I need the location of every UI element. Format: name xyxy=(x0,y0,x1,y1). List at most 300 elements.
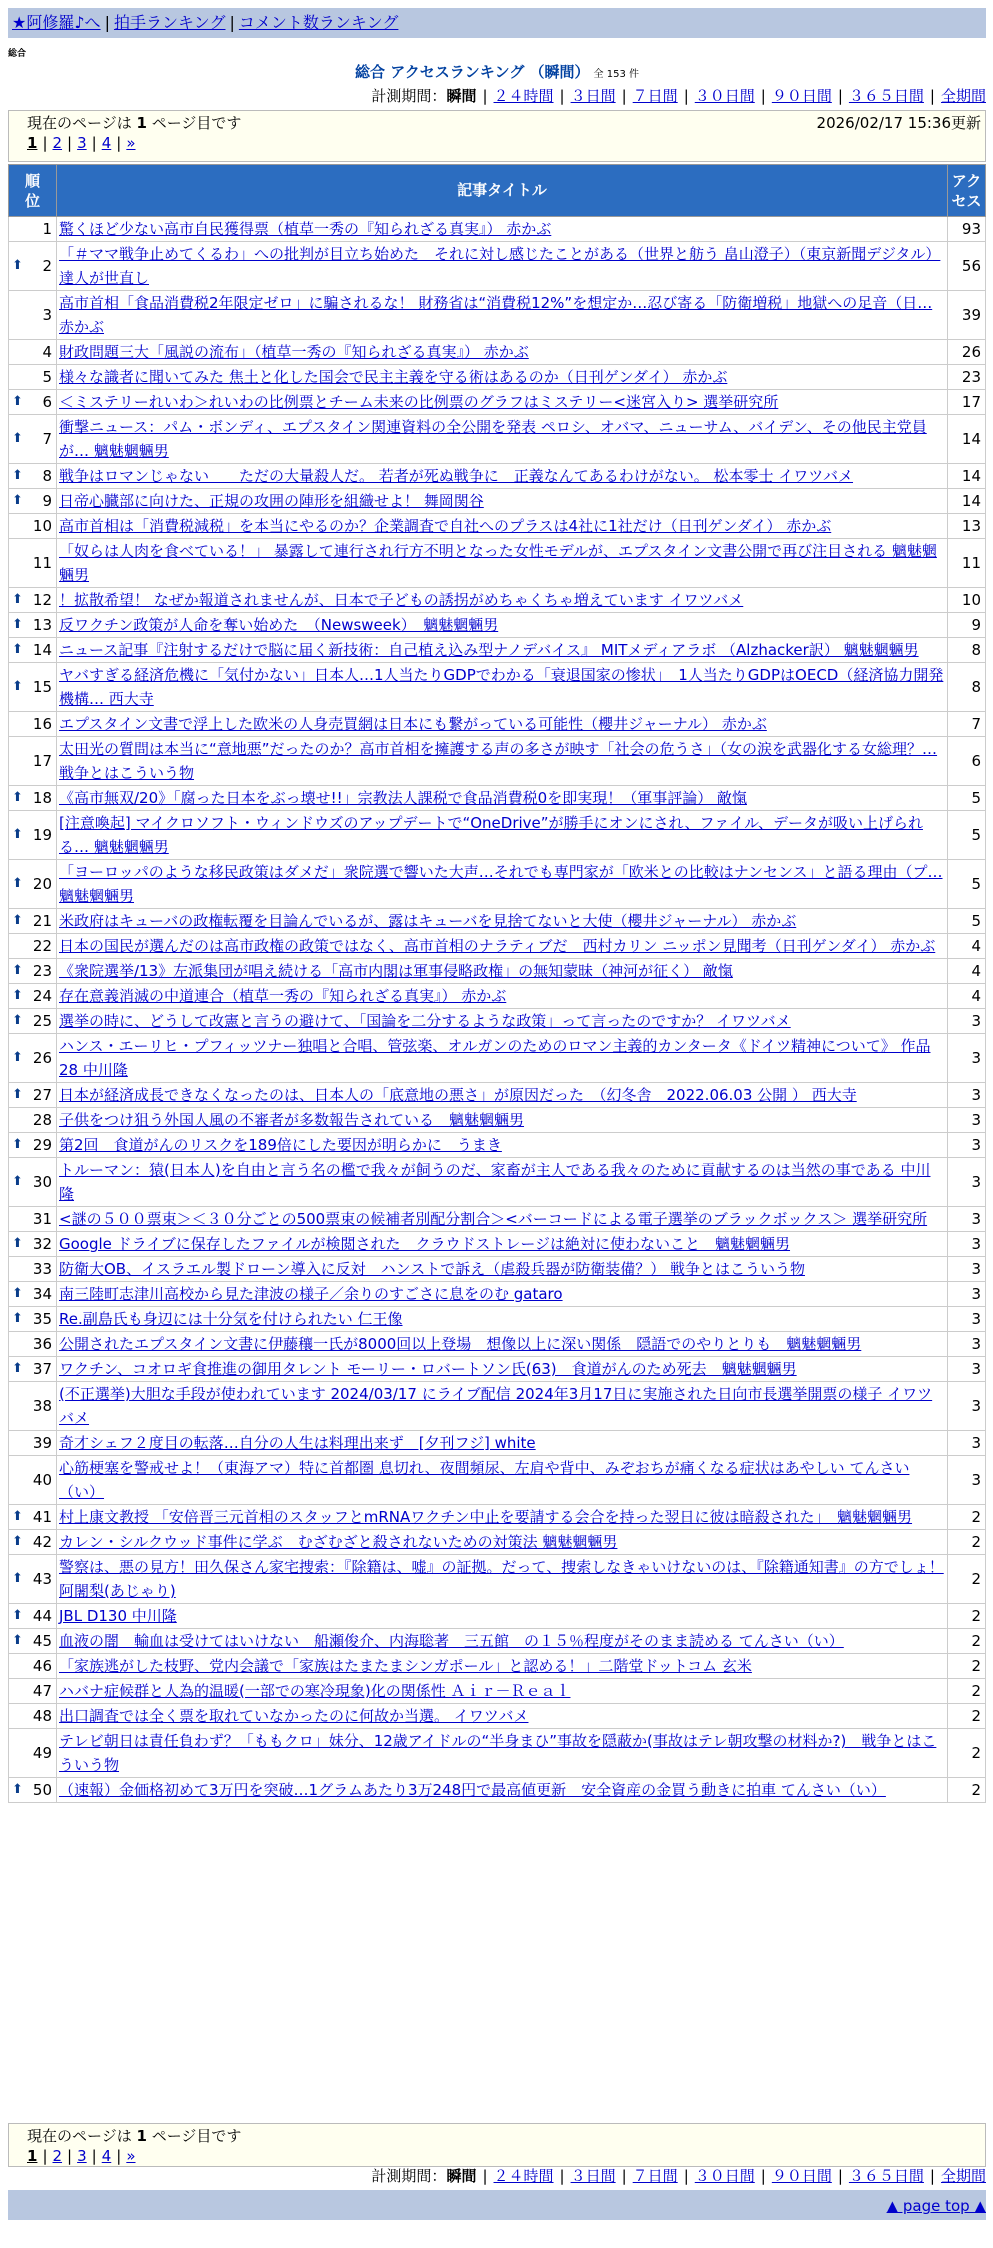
up-arrow-icon: ⬆ xyxy=(12,1236,23,1251)
article-title-link[interactable]: 高市首相「食品消費税2年限定ゼロ」に騙されるな！ 財務省は“消費税12%”を想定か…忍び寄る「防衛増税」地獄への足音（日… 赤かぶ xyxy=(59,294,933,336)
article-title-link[interactable]: [注意喚起] マイクロソフト・ウィンドウズのアップデートで“OneDrive”が勝手にオンにされ、ファイル、データが吸い上げられる… 魑魅魍魎男 xyxy=(59,814,923,856)
rank-cell xyxy=(9,1034,57,1083)
rank-number: 19 xyxy=(32,826,52,844)
period-link[interactable]: ３日間 xyxy=(570,87,616,105)
table-row xyxy=(9,1083,986,1108)
rank-number: 25 xyxy=(32,1012,52,1030)
title-cell xyxy=(57,1530,948,1555)
table-row xyxy=(9,340,986,365)
article-title-link[interactable]: 第2回 食道がんのリスクを189倍にした要因が明らかに うまき xyxy=(59,1136,502,1154)
pager-page-link[interactable]: 4 xyxy=(101,2147,112,2165)
table-row xyxy=(9,638,986,663)
table-row xyxy=(9,909,986,934)
table-row xyxy=(9,291,986,340)
table-row xyxy=(9,1232,986,1257)
table-row xyxy=(9,539,986,588)
pager-next-link[interactable]: » xyxy=(126,2147,136,2165)
title-cell xyxy=(57,1083,948,1108)
title-cell xyxy=(57,390,948,415)
article-title-link[interactable]: 日本の国民が選んだのは高市政権の政策ではなく、高市首相のナラティブだ 西村カリン ニッポン見聞考（日刊ゲンダイ） 赤かぶ xyxy=(59,937,936,955)
table-row xyxy=(9,1704,986,1729)
access-count: 2 xyxy=(948,1778,986,1803)
period-link[interactable]: ７日間 xyxy=(632,87,678,105)
article-title-link[interactable]: 南三陸町志津川高校から見た津波の様子／余りのすごさに息をのむ gataro xyxy=(59,1285,563,1303)
title-cell xyxy=(57,811,948,860)
rank-number: 47 xyxy=(32,1682,52,1700)
rank-number: 20 xyxy=(32,875,52,893)
rank-cell xyxy=(9,663,57,712)
access-count: 3 xyxy=(948,1332,986,1357)
article-title-link[interactable]: 《高市無双/20》「腐った日本をぶっ壊せ!!」宗教法人課税で食品消費税0を即実現！（軍事評論） 敵愾 xyxy=(59,789,747,807)
rank-number: 11 xyxy=(32,554,52,572)
rank-cell xyxy=(9,1555,57,1604)
page-top-link[interactable]: ▲ page top ▲ xyxy=(886,2197,986,2215)
table-row xyxy=(9,217,986,242)
rank-cell xyxy=(9,1629,57,1654)
title-cell xyxy=(57,663,948,712)
table-row xyxy=(9,984,986,1009)
access-count: 14 xyxy=(948,464,986,489)
access-count: 3 xyxy=(948,1083,986,1108)
access-count: 3 xyxy=(948,1009,986,1034)
rank-cell xyxy=(9,539,57,588)
period-label: 計測期間： xyxy=(371,2167,447,2185)
title-cell xyxy=(57,1332,948,1357)
title-cell xyxy=(57,1456,948,1505)
article-title-link[interactable]: Google ドライブに保存したファイルが検閲された クラウドストレージは絶対に使わないこと 魑魅魍魎男 xyxy=(59,1235,791,1253)
access-count: 3 xyxy=(948,1431,986,1456)
period-link[interactable]: ３０日間 xyxy=(694,2167,755,2185)
title-cell xyxy=(57,1729,948,1778)
table-row xyxy=(9,1257,986,1282)
title-cell xyxy=(57,242,948,291)
article-title-link[interactable]: 太田光の質問は本当に“意地悪”だったのか？高市首相を擁護する声の多さが映す「社会の危うさ」（女の涙を武器化する女総理？… 戦争とはこういう物 xyxy=(59,740,938,782)
rank-number: 45 xyxy=(32,1632,52,1650)
article-title-link[interactable]: 驚くほど少ない高市自民獲得票（植草一秀の『知られざる真実』） 赤かぶ xyxy=(59,220,552,238)
article-title-link[interactable]: ワクチン、コオロギ食推進の御用タレント モーリー・ロバートソン氏(63) 食道がんのため死去 魑魅魍魎男 xyxy=(59,1360,797,1378)
article-title-link[interactable]: カレン・シルクウッド事件に学ぶ むざむざと殺されないための対策法 魑魅魍魎男 xyxy=(59,1533,618,1551)
rank-number: 22 xyxy=(32,937,52,955)
rank-cell xyxy=(9,1257,57,1282)
access-count: 13 xyxy=(948,514,986,539)
article-title-link[interactable]: 選挙の時に、どうして改憲と言うの避けて、「国論を二分するような政策」って言ったのですか？ イワツバメ xyxy=(59,1012,791,1030)
up-arrow-icon: ⬆ xyxy=(12,790,23,805)
access-count: 3 xyxy=(948,1108,986,1133)
period-link[interactable]: ２４時間 xyxy=(493,2167,554,2185)
up-arrow-icon: ⬆ xyxy=(12,876,23,891)
rank-cell xyxy=(9,786,57,811)
article-title-link[interactable]: エプスタイン文書で浮上した欧米の人身売買網は日本にも繋がっている可能性（櫻井ジャーナル） 赤かぶ xyxy=(59,715,767,733)
access-count: 3 xyxy=(948,1257,986,1282)
table-row xyxy=(9,811,986,860)
rank-cell xyxy=(9,1207,57,1232)
title-cell xyxy=(57,464,948,489)
rank-cell xyxy=(9,390,57,415)
title-cell xyxy=(57,613,948,638)
up-arrow-icon: ⬆ xyxy=(12,1013,23,1028)
access-count: 2 xyxy=(948,1729,986,1778)
article-title-link[interactable]: 高市首相は「消費税減税」を本当にやるのか？企業調査で自社へのプラスは4社に1社だけ（日刊ゲンダイ） 赤かぶ xyxy=(59,517,832,535)
period-link[interactable]: ３０日間 xyxy=(694,87,755,105)
up-arrow-icon: ⬆ xyxy=(12,617,23,632)
rank-cell xyxy=(9,737,57,786)
period-link[interactable]: ３６５日間 xyxy=(848,2167,924,2185)
rank-number: 9 xyxy=(42,492,52,510)
category-small-label: 総合 xyxy=(8,49,27,59)
title-cell xyxy=(57,514,948,539)
article-title-link[interactable]: 日本が経済成長できなくなったのは、日本人の「底意地の悪さ」が原因だった （幻冬舎 2022.06.03 公開 ） 西大寺 xyxy=(59,1086,857,1104)
rank-cell xyxy=(9,1009,57,1034)
up-arrow-icon: ⬆ xyxy=(12,1534,23,1549)
up-arrow-icon: ⬆ xyxy=(12,679,23,694)
pager-top: 1 | 2 | 3 | 4 | » xyxy=(27,134,136,152)
article-title-link[interactable]: 警察は、悪の見方！田久保さん家宅捜索：『除籍は、嘘』の証拠。だって、捜索しなきゃいけないのは、『除籍通知書』の方でしょ！ 阿闍梨(あじゃり) xyxy=(59,1558,944,1600)
rank-cell xyxy=(9,712,57,737)
table-row xyxy=(9,1009,986,1034)
access-count: 2 xyxy=(948,1505,986,1530)
pager-page-link[interactable]: 4 xyxy=(101,134,112,152)
up-arrow-icon: ⬆ xyxy=(12,1361,23,1376)
pager-page-link[interactable]: 3 xyxy=(77,134,87,152)
access-count: 23 xyxy=(948,365,986,390)
rank-number: 5 xyxy=(42,368,52,386)
rank-number: 7 xyxy=(42,430,52,448)
rank-number: 42 xyxy=(32,1533,52,1551)
access-count: 2 xyxy=(948,1704,986,1729)
period-link[interactable]: ９０日間 xyxy=(771,87,832,105)
title-cell xyxy=(57,291,948,340)
rank-cell xyxy=(9,1382,57,1431)
rank-number: 30 xyxy=(32,1173,52,1191)
rank-number: 34 xyxy=(32,1285,52,1303)
table-row xyxy=(9,242,986,291)
period-link[interactable]: 全期間 xyxy=(940,2167,986,2185)
article-title-link[interactable]: ハンス・エーリヒ・プフィッツナー独唱と合唱、管弦楽、オルガンのためのロマン主義的カンタータ《ドイツ精神について》 作品28 中川隆 xyxy=(59,1037,931,1079)
rank-number: 14 xyxy=(32,641,52,659)
period-current: 瞬間 xyxy=(446,2167,477,2185)
rank-cell xyxy=(9,415,57,464)
pager-current: 1 xyxy=(27,134,38,152)
up-arrow-icon: ⬆ xyxy=(12,493,23,508)
article-title-link[interactable]: 防衛大OB、イスラエル製ドローン導入に反対 ハンストで訴え（虐殺兵器が防衛装備？） 戦争とはこういう物 xyxy=(59,1260,805,1278)
rank-number: 28 xyxy=(32,1111,52,1129)
table-row xyxy=(9,1357,986,1382)
up-arrow-icon: ⬆ xyxy=(12,468,23,483)
rank-cell xyxy=(9,1357,57,1382)
access-count: 2 xyxy=(948,1679,986,1704)
col-title-header: 記事タイトル xyxy=(57,165,948,217)
rank-cell xyxy=(9,1431,57,1456)
rank-cell xyxy=(9,1456,57,1505)
article-title-link[interactable]: 「ヨーロッパのような移民政策はダメだ」衆院選で響いた大声…それでも専門家が「欧米との比較はナンセンス」と語る理由（プ… 魑魅魍魎男 xyxy=(59,863,943,905)
article-title-link[interactable]: 出口調査では全く票を取れていなかったのに何故か当選。 イワツバメ xyxy=(59,1707,529,1725)
up-arrow-icon: ⬆ xyxy=(12,642,23,657)
table-row xyxy=(9,1307,986,1332)
table-row xyxy=(9,1530,986,1555)
rank-number: 36 xyxy=(32,1335,52,1353)
article-title-link[interactable]: JBL D130 中川隆 xyxy=(59,1607,177,1625)
rank-number: 23 xyxy=(32,962,52,980)
access-count: 3 xyxy=(948,1456,986,1505)
access-count: 3 xyxy=(948,1207,986,1232)
article-title-link[interactable]: 心筋梗塞を警戒せよ！（東海アマ）特に首都圏 息切れ、夜間頻尿、左肩や背中、みぞおちが痛くなる症状はあやしい てんさい（い） xyxy=(59,1459,910,1501)
article-title-link[interactable]: 様々な識者に聞いてみた 焦土と化した国会で民主主義を守る術はあるのか（日刊ゲンダイ） 赤かぶ xyxy=(59,368,728,386)
article-title-link[interactable]: <謎の５００票束＞＜３０分ごとの500票束の候補者別配分割合＞<バーコードによる電子選挙のブラックボックス＞ 選挙研究所 xyxy=(59,1210,928,1228)
access-count: 14 xyxy=(948,489,986,514)
table-row xyxy=(9,464,986,489)
period-link[interactable]: ３日間 xyxy=(570,2167,616,2185)
table-row xyxy=(9,1158,986,1207)
pager-bottom: 1 | 2 | 3 | 4 | » xyxy=(27,2147,136,2165)
rank-number: 39 xyxy=(32,1434,52,1452)
article-title-link[interactable]: ヤバすぎる経済危機に「気付かない」日本人…1人当たりGDPでわかる「衰退国家の惨状」 1人当たりGDPはOECD（経済協力開発機構… 西大寺 xyxy=(59,666,944,708)
rank-cell xyxy=(9,340,57,365)
table-row xyxy=(9,1778,986,1803)
up-arrow-icon: ⬆ xyxy=(12,1509,23,1524)
title-cell xyxy=(57,1108,948,1133)
up-arrow-icon: ⬆ xyxy=(12,1286,23,1301)
rank-number: 3 xyxy=(42,306,52,324)
article-title-link[interactable]: 子供をつけ狙う外国人風の不審者が多数報告されている 魑魅魍魎男 xyxy=(59,1111,525,1129)
article-title-link[interactable]: 「奴らは人肉を食べている！」 暴露して連行され行方不明となった女性モデルが、エプスタイン文書公開で再び注目される 魑魅魍魎男 xyxy=(59,542,937,584)
article-title-link[interactable]: 「家族逃がした枝野、党内会議で「家族はたまたまシンガポール」と認める！」二階堂ドットコム 玄米 xyxy=(59,1657,752,1675)
table-row xyxy=(9,1629,986,1654)
article-title-link[interactable]: 米政府はキューバの政権転覆を目論んでいるが、露はキューバを見捨てないと大使（櫻井ジャーナル） 赤かぶ xyxy=(59,912,797,930)
pager-page-link[interactable]: 3 xyxy=(77,2147,87,2165)
rank-cell xyxy=(9,811,57,860)
title-cell xyxy=(57,1555,948,1604)
table-row xyxy=(9,415,986,464)
article-title-link[interactable]: Re.副島氏も身辺には十分気を付けられたい 仁王像 xyxy=(59,1310,403,1328)
up-arrow-icon: ⬆ xyxy=(12,1571,23,1586)
article-title-link[interactable]: 《衆院選挙/13》左派集団が唱え続ける「高市内閣は軍事侵略政権」の無知蒙昧（神河が征く） 敵愾 xyxy=(59,962,733,980)
rank-number: 37 xyxy=(32,1360,52,1378)
up-arrow-icon: ⬆ xyxy=(12,394,23,409)
access-count: 4 xyxy=(948,934,986,959)
rank-number: 40 xyxy=(32,1471,52,1489)
rank-number: 13 xyxy=(32,616,52,634)
article-title-link[interactable]: トルーマン：猿(日本人)を自由と言う名の檻で我々が飼うのだ、家畜が主人である我々のために貢献するのは当然の事である 中川隆 xyxy=(59,1161,931,1203)
rank-number: 44 xyxy=(32,1607,52,1625)
up-arrow-icon: ⬆ xyxy=(12,988,23,1003)
rank-cell xyxy=(9,984,57,1009)
rank-cell xyxy=(9,860,57,909)
title-cell xyxy=(57,1505,948,1530)
article-title-link[interactable]: 村上康文教授 「安倍晋三元首相のスタッフとmRNAワクチン中止を要請する会合を持った翌日に彼は暗殺された」 魑魅魍魎男 xyxy=(59,1508,913,1526)
title-cell xyxy=(57,1257,948,1282)
up-arrow-icon: ⬆ xyxy=(12,1633,23,1648)
rank-number: 12 xyxy=(32,591,52,609)
table-row xyxy=(9,1431,986,1456)
article-title-link[interactable]: 奇才シェフ２度目の転落…自分の人生は料理出来ず [夕刊フジ] white xyxy=(59,1434,536,1452)
table-row xyxy=(9,860,986,909)
title-cell xyxy=(57,1382,948,1431)
article-title-link[interactable]: 存在意義消滅の中道連合（植草一秀の『知られざる真実』） 赤かぶ xyxy=(59,987,507,1005)
article-title-link[interactable]: (不正選挙)大胆な手段が使われています 2024/03/17 にライブ配信 2024年3月17日に実施された日向市長選挙開票の様子 イワツバメ xyxy=(59,1385,933,1427)
rank-number: 27 xyxy=(32,1086,52,1104)
table-row xyxy=(9,1382,986,1431)
title-cell xyxy=(57,1282,948,1307)
table-row xyxy=(9,712,986,737)
title-cell xyxy=(57,340,948,365)
article-title-link[interactable]: 「＃ママ戦争止めてくるわ」への批判が目立ち始めた それに対し感じたことがある（世界と舫う 畠山澄子）（東京新聞デジタル） 達人が世直し xyxy=(59,245,941,287)
access-count: 2 xyxy=(948,1604,986,1629)
rank-cell xyxy=(9,365,57,390)
up-arrow-icon: ⬆ xyxy=(12,431,23,446)
title-cell xyxy=(57,860,948,909)
article-title-link[interactable]: テレビ朝日は責任負わず？「ももクロ」妹分、12歳アイドルの“半身まひ”事故を隠蔽か(事故はテレ朝攻撃の材料か?) 戦争とはこういう物 xyxy=(59,1732,937,1774)
article-title-link[interactable]: （速報）金価格初めて3万円を突破…1グラムあたり3万248円で最高値更新 安全資産の金買う動きに拍車 てんさい（い） xyxy=(59,1781,886,1799)
rank-number: 24 xyxy=(32,987,52,1005)
rank-number: 46 xyxy=(32,1657,52,1675)
table-row xyxy=(9,1282,986,1307)
table-row xyxy=(9,959,986,984)
rank-cell xyxy=(9,638,57,663)
total-count: 全 153 件 xyxy=(593,69,639,80)
title-cell xyxy=(57,959,948,984)
rank-number: 21 xyxy=(32,912,52,930)
title-cell xyxy=(57,1654,948,1679)
rank-cell xyxy=(9,1679,57,1704)
title-cell xyxy=(57,1704,948,1729)
up-arrow-icon: ⬆ xyxy=(12,1050,23,1065)
access-count: 26 xyxy=(948,340,986,365)
up-arrow-icon: ⬆ xyxy=(12,1137,23,1152)
updated-timestamp: 2026/02/17 15:36更新 xyxy=(816,114,981,132)
rank-number: 41 xyxy=(32,1508,52,1526)
table-row xyxy=(9,1034,986,1083)
title-cell xyxy=(57,217,948,242)
rank-cell xyxy=(9,1282,57,1307)
comment-ranking-link[interactable]: コメント数ランキング xyxy=(238,13,399,32)
article-title-link[interactable]: 戦争はロマンじゃない ただの大量殺人だ。 若者が死ぬ戦争に 正義なんてあるわけがない。 松本零士 イワツバメ xyxy=(59,467,854,485)
access-count: 17 xyxy=(948,390,986,415)
rank-cell xyxy=(9,242,57,291)
ranking-table xyxy=(8,164,986,1803)
title-cell xyxy=(57,1009,948,1034)
rank-number: 6 xyxy=(42,393,52,411)
access-count: 5 xyxy=(948,786,986,811)
title-cell xyxy=(57,539,948,588)
access-count: 2 xyxy=(948,1555,986,1604)
article-title-link[interactable]: 日帝心臓部に向けた、正規の攻囲の陣形を組織せよ！ 舞岡関谷 xyxy=(59,492,484,510)
period-link[interactable]: ３６５日間 xyxy=(848,87,924,105)
table-row xyxy=(9,1679,986,1704)
title-cell xyxy=(57,1431,948,1456)
title-cell xyxy=(57,1207,948,1232)
access-count: 10 xyxy=(948,588,986,613)
article-title-link[interactable]: ＜ミステリーれいわ＞れいわの比例票とチーム未来の比例票のグラフはミステリー<迷宮入り> 選挙研究所 xyxy=(59,393,779,411)
article-title-link[interactable]: ハバナ症候群と人為的温暖(一部での寒冷現象)化の関係性 Ａｉｒ－Ｒｅａｌ xyxy=(59,1682,571,1700)
rank-number: 43 xyxy=(32,1570,52,1588)
up-arrow-icon: ⬆ xyxy=(12,1311,23,1326)
table-row xyxy=(9,737,986,786)
rank-number: 49 xyxy=(32,1744,52,1762)
rank-cell xyxy=(9,514,57,539)
rank-cell xyxy=(9,1307,57,1332)
article-title-link[interactable]: 血液の闇 輸血は受けてはいけない 船瀬俊介、内海聡著 三五館 の１５％程度がそのまま読める てんさい（い） xyxy=(59,1632,844,1650)
access-count: 2 xyxy=(948,1629,986,1654)
article-title-link[interactable]: 衝撃ニュース：パム・ボンディ、エプスタイン関連資料の全公開を発表 ペロシ、オバマ、ニューサム、バイデン、その他民主党員が… 魑魅魍魎男 xyxy=(59,418,927,460)
home-link[interactable]: ★阿修羅♪へ xyxy=(12,13,101,32)
title-cell xyxy=(57,1232,948,1257)
access-count: 2 xyxy=(948,1654,986,1679)
rank-number: 33 xyxy=(32,1260,52,1278)
table-row xyxy=(9,489,986,514)
period-selector-top: 計測期間：瞬間 | ２４時間 | ３日間 | ７日間 | ３０日間 | ９０日間 | ３６５日間 | 全期間 xyxy=(371,87,986,105)
rank-cell xyxy=(9,1083,57,1108)
rank-number: 50 xyxy=(32,1781,52,1799)
period-link[interactable]: ２４時間 xyxy=(493,87,554,105)
table-row xyxy=(9,1729,986,1778)
rank-number: 32 xyxy=(32,1235,52,1253)
access-count: 8 xyxy=(948,663,986,712)
rank-cell xyxy=(9,1505,57,1530)
title-cell xyxy=(57,1357,948,1382)
title-cell xyxy=(57,737,948,786)
table-row xyxy=(9,613,986,638)
title-cell xyxy=(57,984,948,1009)
article-title-link[interactable]: 財政問題三大「風説の流布」（植草一秀の『知られざる真実』） 赤かぶ xyxy=(59,343,529,361)
table-row xyxy=(9,663,986,712)
up-arrow-icon: ⬆ xyxy=(12,1608,23,1623)
access-count: 3 xyxy=(948,1382,986,1431)
rank-cell xyxy=(9,959,57,984)
period-link[interactable]: 全期間 xyxy=(940,87,986,105)
title-cell xyxy=(57,1604,948,1629)
rank-number: 8 xyxy=(42,467,52,485)
title-cell xyxy=(57,1679,948,1704)
pager-next-link[interactable]: » xyxy=(126,134,136,152)
pager-page-link[interactable]: 2 xyxy=(52,2147,63,2165)
table-row xyxy=(9,1456,986,1505)
article-title-link[interactable]: 公開されたエプスタイン文書に伊藤穰一氏が8000回以上登場 想像以上に深い関係 隠語でのやりとりも 魑魅魍魎男 xyxy=(59,1335,862,1353)
table-row xyxy=(9,1505,986,1530)
rank-cell xyxy=(9,934,57,959)
table-row xyxy=(9,365,986,390)
period-link[interactable]: ７日間 xyxy=(632,2167,678,2185)
table-row xyxy=(9,1654,986,1679)
title-cell xyxy=(57,638,948,663)
access-count: 3 xyxy=(948,1034,986,1083)
rank-cell xyxy=(9,1158,57,1207)
rank-cell xyxy=(9,489,57,514)
rank-number: 2 xyxy=(42,257,52,275)
article-title-link[interactable]: 反ワクチン政策が人命を奪い始めた （Newsweek） 魑魅魍魎男 xyxy=(59,616,499,634)
article-title-link[interactable]: ニュース記事『注射するだけで脳に届く新技術：自己植え込み型ナノデバイス』 MITメディアラボ （Alzhacker訳） 魑魅魍魎男 xyxy=(59,641,919,659)
period-label: 計測期間： xyxy=(371,87,447,105)
table-row xyxy=(9,1604,986,1629)
access-count: 3 xyxy=(948,1282,986,1307)
article-title-link[interactable]: ！拡散希望！ なぜか報道されませんが、日本で子どもの誘拐がめちゃくちゃ増えています イワツバメ xyxy=(59,591,744,609)
rank-number: 29 xyxy=(32,1136,52,1154)
title-cell xyxy=(57,909,948,934)
rank-number: 31 xyxy=(32,1210,52,1228)
access-count: 7 xyxy=(948,712,986,737)
title-cell xyxy=(57,786,948,811)
rank-cell xyxy=(9,909,57,934)
title-cell xyxy=(57,1133,948,1158)
rank-cell xyxy=(9,217,57,242)
title-cell xyxy=(57,712,948,737)
access-count: 11 xyxy=(948,539,986,588)
page-title xyxy=(8,62,986,85)
footer-bar xyxy=(8,2190,986,2220)
period-link[interactable]: ９０日間 xyxy=(771,2167,832,2185)
up-arrow-icon: ⬆ xyxy=(12,1174,23,1189)
pager-page-link[interactable]: 2 xyxy=(52,134,63,152)
clap-ranking-link[interactable]: 拍手ランキング xyxy=(113,13,226,32)
